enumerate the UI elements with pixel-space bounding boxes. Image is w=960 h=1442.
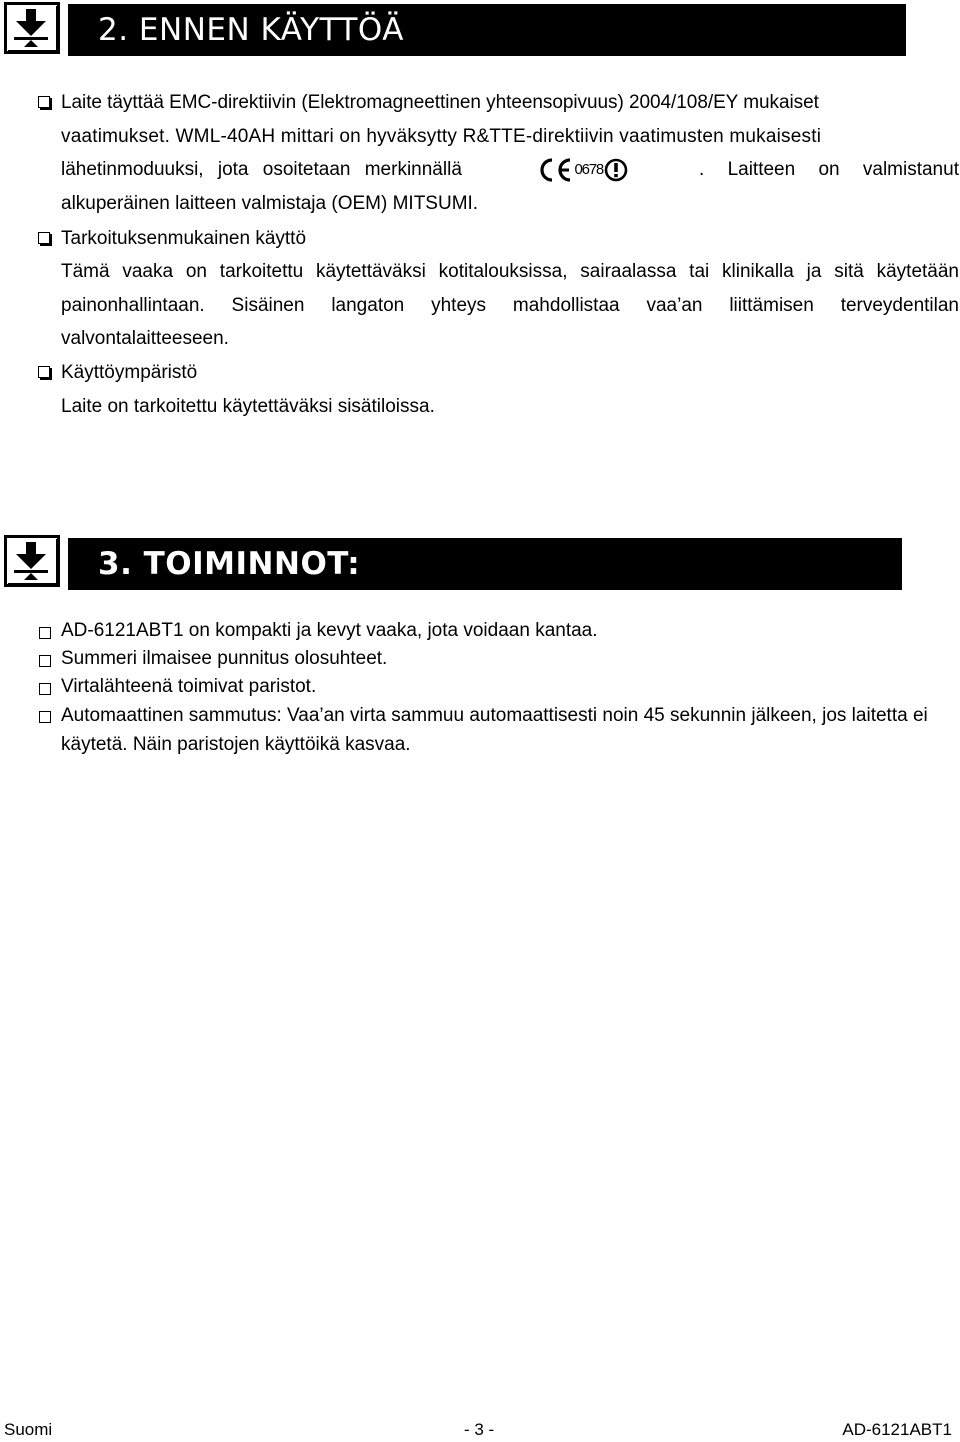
text-line bbox=[61, 187, 959, 221]
checkbox-icon bbox=[39, 627, 51, 639]
text-line bbox=[61, 86, 959, 120]
item-heading: Tarkoituksenmukainen käyttö bbox=[61, 228, 307, 249]
section-title-bar bbox=[68, 538, 902, 590]
paragraph-text: alkuperäinen laitteen valmistaja (OEM) MITSUMI. bbox=[61, 192, 479, 214]
section-title: 3. TOIMINNOT: bbox=[98, 546, 361, 582]
checkbox-icon bbox=[39, 711, 51, 723]
section-title-bar bbox=[68, 4, 906, 56]
list-item bbox=[61, 356, 959, 423]
paragraph-text: vaatimukset. WML-40AH mittari on hyväksytty R&TTE-direktiivin vaatimusten mukaisesti bbox=[61, 125, 822, 147]
text-line bbox=[61, 120, 959, 154]
footer-page-number: - 3 - bbox=[464, 1420, 495, 1439]
paragraph-text: lähetinmoduuksi, jota osoitetaan merkinnällä bbox=[61, 159, 462, 180]
paragraph-text: Laite täyttää EMC-direktiivin (Elektromagneettinen yhteensopivuus) 2004/108/EY mukaiset bbox=[61, 92, 819, 113]
section-arrow-icon bbox=[4, 2, 60, 54]
section-arrow-icon bbox=[4, 535, 60, 587]
checkbox-icon bbox=[38, 96, 50, 108]
ce-number: 0678 bbox=[574, 160, 604, 178]
checkbox-icon bbox=[38, 366, 50, 378]
footer-language: Suomi bbox=[4, 1420, 53, 1439]
checkbox-icon bbox=[38, 232, 50, 244]
list-item bbox=[61, 222, 959, 256]
section-title: 2. ENNEN KÄYTTÖÄ bbox=[98, 12, 404, 48]
list-item: AD-6121ABT1 on kompakti ja kevyt vaaka, jota voidaan kantaa. bbox=[61, 620, 598, 641]
checkbox-icon bbox=[39, 655, 51, 667]
list-item: Summeri ilmaisee punnitus olosuhteet. bbox=[61, 648, 388, 669]
footer-model: AD-6121ABT1 bbox=[842, 1420, 952, 1439]
paragraph-text: Laite on tarkoitettu käytettäväksi sisätiloissa. bbox=[61, 395, 435, 417]
paragraph-text: Tämä vaaka on tarkoitettu käytettäväksi kotitalouksissa, sairaalassa tai klinikalla ja sitä käytetään painonhallintaan. Sisäinen langaton yhteys mahdollistaa vaa’an liittämisen terveydentilan valvontalaitteeseen. bbox=[61, 261, 959, 349]
list-item bbox=[61, 86, 959, 220]
ce-mark-icon bbox=[532, 157, 628, 183]
list-item: Automaattinen sammutus: Vaa’an virta sammuu automaattisesti noin 45 sekunnin jälkeen, jos laitetta ei käytetä. Näin paristojen käyttöikä kasvaa. bbox=[61, 705, 928, 755]
list-item: Virtalähteenä toimivat paristot. bbox=[61, 676, 317, 697]
item-heading: Käyttöympäristö bbox=[61, 362, 198, 383]
paragraph-text: . Laitteen on valmistanut bbox=[699, 159, 959, 180]
text-line bbox=[61, 153, 959, 187]
checkbox-icon bbox=[39, 683, 51, 695]
